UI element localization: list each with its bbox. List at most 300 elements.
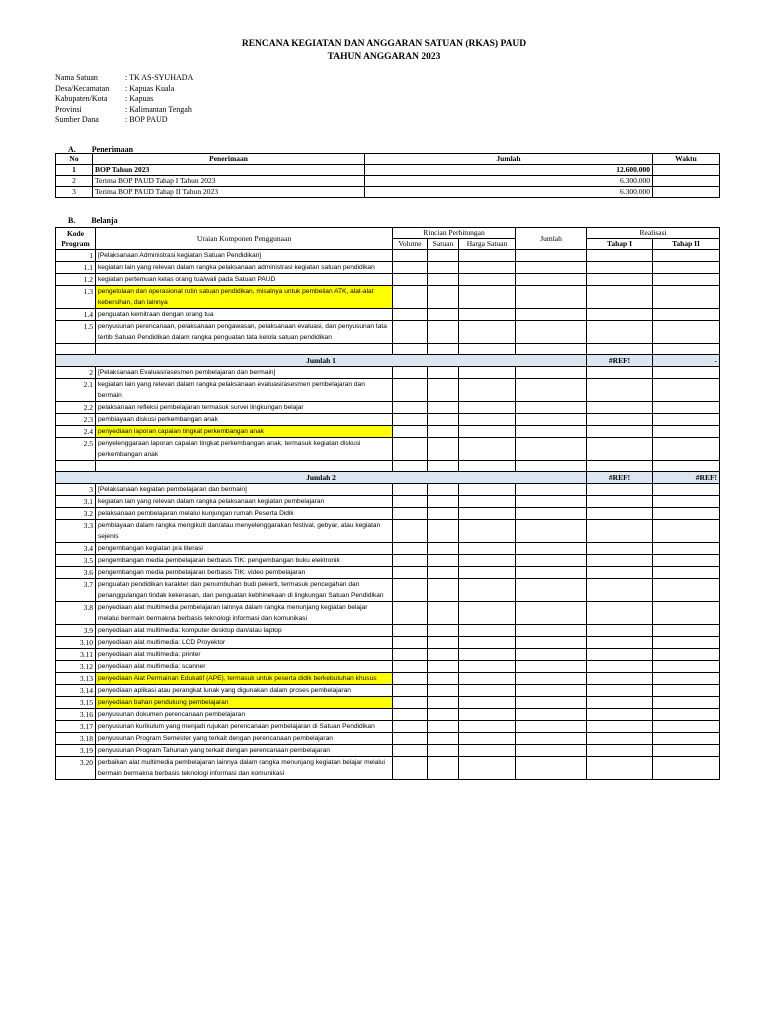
cell-tahap2 <box>653 286 720 309</box>
cell-satuan <box>428 520 459 543</box>
program-code: 1.2 <box>56 274 96 286</box>
receipts-table <box>55 153 720 198</box>
cell-volume <box>393 367 428 379</box>
cell-tahap2 <box>653 649 720 661</box>
cell-jumlah <box>516 321 587 344</box>
program-code: 3.9 <box>56 625 96 637</box>
cell-harga <box>459 274 516 286</box>
component-desc: penyediaan alat multimedia: scanner <box>96 661 393 673</box>
header-satuan: Satuan <box>428 239 459 250</box>
cell-jumlah <box>516 438 587 461</box>
cell-satuan <box>428 579 459 602</box>
cell-jumlah <box>516 508 587 520</box>
cell-jumlah <box>516 461 587 472</box>
cell-tahap2 <box>653 733 720 745</box>
component-row <box>56 309 720 321</box>
info-key: Provinsi <box>55 104 82 114</box>
cell-satuan <box>428 709 459 721</box>
cell-satuan <box>428 250 459 262</box>
cell-satuan <box>428 367 459 379</box>
subtotal-label: Jumlah 2 <box>56 472 587 484</box>
cell-tahap2 <box>653 367 720 379</box>
component-desc <box>96 344 393 355</box>
cell-jumlah <box>516 484 587 496</box>
receipt-row <box>56 176 720 187</box>
cell-tahap2 <box>653 637 720 649</box>
program-code: 3.7 <box>56 579 96 602</box>
cell-jumlah <box>516 637 587 649</box>
component-desc: penyusunan Program Tahunan yang terkait dengan perencanaan pembelajaran <box>96 745 393 757</box>
cell-tahap2 <box>653 274 720 286</box>
cell-tahap1 <box>587 508 653 520</box>
program-code: 3.20 <box>56 757 96 780</box>
cell-satuan <box>428 496 459 508</box>
component-row <box>56 602 720 625</box>
receipt-row <box>56 187 720 198</box>
program-code: 3.10 <box>56 637 96 649</box>
program-code: 2.2 <box>56 402 96 414</box>
cell-jumlah <box>516 520 587 543</box>
component-desc: kegiatan pertemuan kelas orang tua/wali pada Satuan PAUD <box>96 274 393 286</box>
cell-harga <box>459 367 516 379</box>
component-desc: pengembangan media pembelajaran berbasis TIK: video pembelajaran <box>96 567 393 579</box>
component-desc: pembiayaan dalam rangka mengikuti dan/atau menyelenggarakan festival, gebyar, atau kegiatan sejenis <box>96 520 393 543</box>
cell-tahap2 <box>653 402 720 414</box>
cell-tahap2 <box>653 461 720 472</box>
component-desc: penyediaan laporan capaian tingkat perkembangan anak <box>96 426 393 438</box>
cell-satuan <box>428 567 459 579</box>
cell-tahap2 <box>653 344 720 355</box>
cell-tahap2 <box>653 250 720 262</box>
header-no: No <box>56 154 93 165</box>
component-row <box>56 379 720 402</box>
cell-satuan <box>428 262 459 274</box>
component-row <box>56 555 720 567</box>
cell-tahap1 <box>587 309 653 321</box>
component-desc: penyediaan Alat Permainan Edukatif (APE), termasuk untuk peserta didik berkebutuhan khusus <box>96 673 393 685</box>
component-desc: pengelolaan dan operasional rutin satuan pendidikan, misalnya untuk pembelian ATK, alat-alat kebersihan, dan lainnya <box>96 286 393 309</box>
cell-volume <box>393 733 428 745</box>
cell-tahap2 <box>653 496 720 508</box>
cell-volume <box>393 757 428 780</box>
cell-harga <box>459 414 516 426</box>
cell-tahap1 <box>587 402 653 414</box>
program-code: 3.6 <box>56 567 96 579</box>
cell-tahap1 <box>587 685 653 697</box>
cell-harga <box>459 555 516 567</box>
cell-satuan <box>428 286 459 309</box>
cell-satuan <box>428 414 459 426</box>
cell-tahap1 <box>587 438 653 461</box>
cell-volume <box>393 274 428 286</box>
program-code: 3.11 <box>56 649 96 661</box>
cell-tahap1 <box>587 344 653 355</box>
cell-tahap2 <box>653 685 720 697</box>
component-desc: penyelenggaraan laporan capaian tingkat perkembangan anak, termasuk kegiatan diskusi perkembangan anak <box>96 438 393 461</box>
cell-jumlah <box>516 402 587 414</box>
program-code: 1.1 <box>56 262 96 274</box>
cell-tahap1 <box>587 567 653 579</box>
cell-volume <box>393 250 428 262</box>
cell-satuan <box>428 555 459 567</box>
program-code: 2.4 <box>56 426 96 438</box>
cell-tahap1 <box>587 697 653 709</box>
cell-jumlah <box>516 579 587 602</box>
cell-satuan <box>428 649 459 661</box>
cell-jumlah <box>516 309 587 321</box>
cell-tahap1 <box>587 709 653 721</box>
cell-harga <box>459 438 516 461</box>
component-desc: pelaksanaan pembelajaran melalui kunjungan rumah Peserta Didik <box>96 508 393 520</box>
cell-tahap1 <box>587 745 653 757</box>
receipt-amount: 12.600.000 <box>365 165 653 176</box>
program-code: 3.17 <box>56 721 96 733</box>
program-code: 3.15 <box>56 697 96 709</box>
cell-volume <box>393 461 428 472</box>
cell-volume <box>393 697 428 709</box>
program-code: 3.18 <box>56 733 96 745</box>
component-desc <box>96 461 393 472</box>
cell-satuan <box>428 697 459 709</box>
cell-volume <box>393 625 428 637</box>
component-row <box>56 745 720 757</box>
component-row <box>56 438 720 461</box>
cell-volume <box>393 402 428 414</box>
cell-jumlah <box>516 262 587 274</box>
program-code: 1.3 <box>56 286 96 309</box>
cell-jumlah <box>516 379 587 402</box>
cell-satuan <box>428 733 459 745</box>
program-code: 3.1 <box>56 496 96 508</box>
cell-harga <box>459 484 516 496</box>
cell-tahap2 <box>653 309 720 321</box>
info-value: : Kapuas <box>125 94 154 103</box>
receipt-time <box>653 165 720 176</box>
header-kode: Kode Program <box>56 228 96 250</box>
cell-tahap1 <box>587 579 653 602</box>
cell-harga <box>459 709 516 721</box>
cell-tahap1 <box>587 414 653 426</box>
program-code: 1 <box>56 250 96 262</box>
cell-volume <box>393 637 428 649</box>
info-row <box>55 94 193 105</box>
cell-tahap1 <box>587 733 653 745</box>
cell-volume <box>393 685 428 697</box>
info-key: Desa/Kecamatan <box>55 83 110 93</box>
component-row <box>56 579 720 602</box>
component-row <box>56 673 720 685</box>
program-row <box>56 484 720 496</box>
component-desc: [Pelaksanaan Administrasi kegiatan Satuan Pendidikan] <box>96 250 393 262</box>
program-code: 3.19 <box>56 745 96 757</box>
cell-volume <box>393 484 428 496</box>
subtotal-tahap1: #REF! <box>587 472 653 484</box>
component-row <box>56 543 720 555</box>
program-code: 1.5 <box>56 321 96 344</box>
cell-tahap2 <box>653 745 720 757</box>
header-penerimaan: Penerimaan <box>93 154 365 165</box>
component-desc: penyediaan aplikasi atau perangkat lunak yang digunakan dalam proses pembelajaran <box>96 685 393 697</box>
cell-tahap1 <box>587 602 653 625</box>
cell-harga <box>459 379 516 402</box>
cell-tahap1 <box>587 379 653 402</box>
cell-volume <box>393 286 428 309</box>
component-desc: [Pelaksanaan Evaluasi/asesmen pembelajaran dan bermain] <box>96 367 393 379</box>
component-row <box>56 685 720 697</box>
cell-jumlah <box>516 661 587 673</box>
component-row <box>56 274 720 286</box>
cell-tahap2 <box>653 625 720 637</box>
cell-harga <box>459 426 516 438</box>
component-desc: kegiatan lain yang relevan dalam rangka pelaksanaan administrasi kegiatan satuan pendidikan <box>96 262 393 274</box>
header-jumlah: Jumlah <box>516 228 587 250</box>
cell-tahap1 <box>587 250 653 262</box>
section-a-name: Penerimaan <box>91 145 134 154</box>
cell-satuan <box>428 438 459 461</box>
program-code: 3.8 <box>56 602 96 625</box>
program-code: 3.12 <box>56 661 96 673</box>
section-a-label: A. <box>68 145 76 154</box>
cell-tahap2 <box>653 757 720 780</box>
cell-jumlah <box>516 757 587 780</box>
cell-satuan <box>428 321 459 344</box>
header-rincian: Rincian Perhitungan <box>393 228 516 239</box>
receipt-no: 1 <box>56 165 93 176</box>
cell-jumlah <box>516 733 587 745</box>
cell-tahap1 <box>587 661 653 673</box>
cell-tahap1 <box>587 555 653 567</box>
receipt-desc: Terima BOP PAUD Tahap I Tahun 2023 <box>93 176 365 187</box>
program-code: 3.14 <box>56 685 96 697</box>
cell-jumlah <box>516 367 587 379</box>
cell-tahap2 <box>653 438 720 461</box>
component-desc: penyediaan alat multimedia pembelajaran lainnya dalam rangka menunjang kegiatan belajar melalui bermain bermakna berbasis teknologi informasi dan komunikasi <box>96 602 393 625</box>
cell-volume <box>393 508 428 520</box>
cell-harga <box>459 543 516 555</box>
cell-harga <box>459 262 516 274</box>
cell-volume <box>393 438 428 461</box>
cell-volume <box>393 379 428 402</box>
cell-jumlah <box>516 625 587 637</box>
cell-harga <box>459 625 516 637</box>
cell-tahap2 <box>653 484 720 496</box>
info-value: : TK AS-SYUHADA <box>125 73 194 82</box>
cell-harga <box>459 602 516 625</box>
cell-harga <box>459 286 516 309</box>
cell-tahap2 <box>653 661 720 673</box>
info-row <box>55 115 193 126</box>
cell-harga <box>459 745 516 757</box>
component-row <box>56 344 720 355</box>
info-row <box>55 105 193 116</box>
cell-tahap1 <box>587 520 653 543</box>
component-desc: pembiayaan diskusi perkembangan anak <box>96 414 393 426</box>
document-title: RENCANA KEGIATAN DAN ANGGARAN SATUAN (RKAS) PAUD <box>241 39 527 49</box>
header-tahap1: Tahap I <box>587 239 653 250</box>
component-desc: penyusunan perencanaan, pelaksanaan pengawasan, pelaksanaan evaluasi, dan penyusunan tata tertib Satuan Pendidikan dalam rangka penguatan tata kelola satuan pendidikan <box>96 321 393 344</box>
cell-tahap2 <box>653 321 720 344</box>
program-code: 2 <box>56 367 96 379</box>
component-desc: kegiatan lain yang relevan dalam rangka pelaksanaan kegiatan pembelajaran <box>96 496 393 508</box>
component-row <box>56 461 720 472</box>
component-desc: penyediaan alat multimedia: LCD Proyektor <box>96 637 393 649</box>
component-row <box>56 637 720 649</box>
component-row <box>56 661 720 673</box>
cell-satuan <box>428 402 459 414</box>
cell-satuan <box>428 625 459 637</box>
cell-harga <box>459 721 516 733</box>
receipt-desc: BOP Tahun 2023 <box>93 165 365 176</box>
cell-tahap1 <box>587 274 653 286</box>
component-desc: penyediaan alat multimedia: printer <box>96 649 393 661</box>
cell-satuan <box>428 344 459 355</box>
cell-harga <box>459 697 516 709</box>
program-code: 3.2 <box>56 508 96 520</box>
program-row <box>56 367 720 379</box>
cell-harga <box>459 496 516 508</box>
component-row <box>56 508 720 520</box>
program-code: 3.16 <box>56 709 96 721</box>
cell-volume <box>393 709 428 721</box>
cell-harga <box>459 757 516 780</box>
program-code <box>56 344 96 355</box>
cell-tahap2 <box>653 602 720 625</box>
cell-tahap2 <box>653 543 720 555</box>
cell-satuan <box>428 661 459 673</box>
cell-satuan <box>428 721 459 733</box>
subtotal-row <box>56 355 720 367</box>
program-code: 3.5 <box>56 555 96 567</box>
cell-harga <box>459 579 516 602</box>
cell-jumlah <box>516 602 587 625</box>
cell-harga <box>459 733 516 745</box>
cell-satuan <box>428 508 459 520</box>
cell-tahap1 <box>587 286 653 309</box>
cell-harga <box>459 649 516 661</box>
cell-jumlah <box>516 426 587 438</box>
info-value: : Kalimantan Tengah <box>125 104 192 114</box>
component-desc: penyusunan dokumen perencanaan pembelajaran <box>96 709 393 721</box>
component-row <box>56 402 720 414</box>
cell-tahap1 <box>587 721 653 733</box>
component-desc: penyusunan kurikulum yang menjadi rujukan perencanaan pembelajaran di Satuan Pendidikan <box>96 721 393 733</box>
component-row <box>56 520 720 543</box>
cell-harga <box>459 661 516 673</box>
cell-volume <box>393 661 428 673</box>
cell-volume <box>393 721 428 733</box>
component-row <box>56 262 720 274</box>
receipt-row <box>56 165 720 176</box>
component-desc: perbaikan alat multimedia pembelajaran lainnya dalam rangka menunjang kegiatan belajar melalui bermain bermakna berbasis teknologi informasi dan komunikasi <box>96 757 393 780</box>
component-row <box>56 709 720 721</box>
cell-volume <box>393 543 428 555</box>
cell-tahap2 <box>653 379 720 402</box>
cell-satuan <box>428 379 459 402</box>
subtotal-tahap2: #REF! <box>653 472 720 484</box>
cell-jumlah <box>516 274 587 286</box>
cell-volume <box>393 321 428 344</box>
component-desc: [Pelaksanaan kegiatan pembelajaran dan bermain] <box>96 484 393 496</box>
component-row <box>56 649 720 661</box>
cell-harga <box>459 567 516 579</box>
component-desc: penyediaan bahan pendukung pembelajaran <box>96 697 393 709</box>
cell-volume <box>393 262 428 274</box>
cell-satuan <box>428 637 459 649</box>
cell-harga <box>459 344 516 355</box>
cell-harga <box>459 637 516 649</box>
cell-tahap1 <box>587 757 653 780</box>
cell-volume <box>393 309 428 321</box>
cell-tahap1 <box>587 625 653 637</box>
cell-jumlah <box>516 496 587 508</box>
cell-jumlah <box>516 721 587 733</box>
cell-tahap1 <box>587 637 653 649</box>
header-realisasi: Realisasi <box>587 228 720 239</box>
cell-volume <box>393 555 428 567</box>
cell-volume <box>393 649 428 661</box>
cell-tahap2 <box>653 520 720 543</box>
component-desc: penyediaan alat multimedia: komputer desktop dan/atau laptop <box>96 625 393 637</box>
info-key: Kabupaten/Kota <box>55 94 108 103</box>
program-code: 2.5 <box>56 438 96 461</box>
subtotal-label: Jumlah 1 <box>56 355 587 367</box>
cell-satuan <box>428 602 459 625</box>
cell-tahap1 <box>587 426 653 438</box>
cell-harga <box>459 461 516 472</box>
cell-volume <box>393 602 428 625</box>
cell-jumlah <box>516 673 587 685</box>
cell-volume <box>393 344 428 355</box>
program-code: 3.3 <box>56 520 96 543</box>
component-row <box>56 625 720 637</box>
cell-satuan <box>428 461 459 472</box>
program-row <box>56 250 720 262</box>
cell-tahap2 <box>653 697 720 709</box>
cell-volume <box>393 579 428 602</box>
receipt-no: 2 <box>56 176 93 187</box>
cell-harga <box>459 309 516 321</box>
section-b-label: B. <box>68 216 76 225</box>
cell-tahap1 <box>587 543 653 555</box>
component-row <box>56 733 720 745</box>
cell-volume <box>393 414 428 426</box>
cell-jumlah <box>516 745 587 757</box>
program-code: 3.4 <box>56 543 96 555</box>
cell-jumlah <box>516 250 587 262</box>
component-row <box>56 721 720 733</box>
cell-volume <box>393 567 428 579</box>
cell-satuan <box>428 745 459 757</box>
program-code <box>56 461 96 472</box>
cell-jumlah <box>516 697 587 709</box>
cell-volume <box>393 673 428 685</box>
subtotal-tahap2: - <box>653 355 720 367</box>
cell-jumlah <box>516 649 587 661</box>
cell-tahap2 <box>653 508 720 520</box>
component-row <box>56 414 720 426</box>
cell-satuan <box>428 543 459 555</box>
cell-jumlah <box>516 685 587 697</box>
info-row <box>55 84 193 95</box>
subtotal-row <box>56 472 720 484</box>
info-key: Sumber Dana <box>55 115 99 124</box>
cell-tahap1 <box>587 461 653 472</box>
info-value: : BOP PAUD <box>125 115 168 124</box>
cell-satuan <box>428 426 459 438</box>
cell-tahap1 <box>587 673 653 685</box>
section-b-name: Belanja <box>91 216 118 225</box>
header-harga: Harga Satuan <box>459 239 516 250</box>
